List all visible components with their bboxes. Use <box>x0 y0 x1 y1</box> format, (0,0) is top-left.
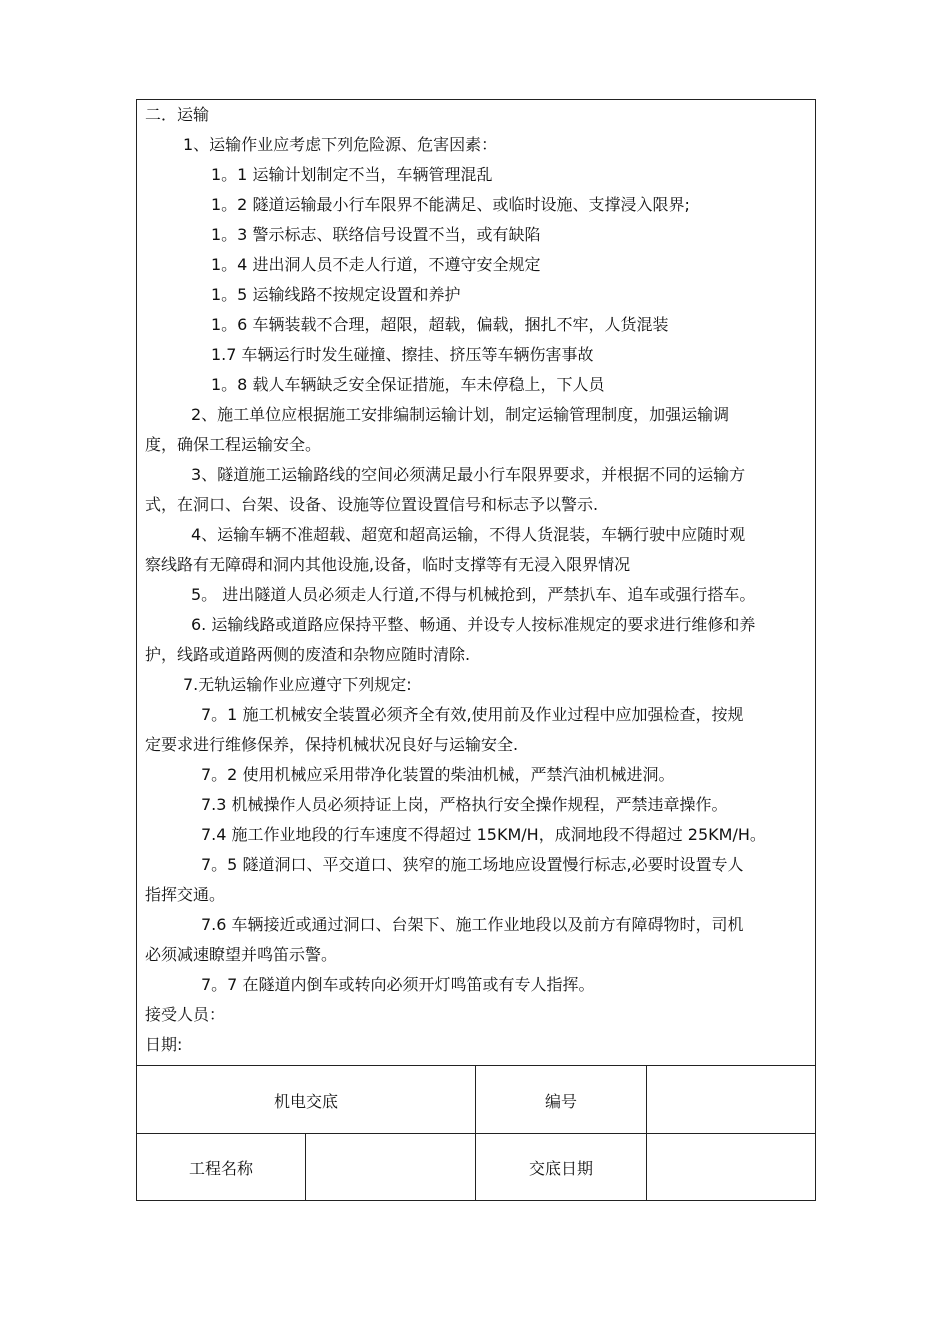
text-line: 7.6 车辆接近或通过洞口、台架下、施工作业地段以及前方有障碍物时，司机 <box>201 915 744 934</box>
text-line: 7。2 使用机械应采用带净化装置的柴油机械，严禁汽油机械进洞。 <box>201 765 675 784</box>
text-line: 7.4 施工作业地段的行车速度不得超过 15KM/H，成洞地段不得超过 25KM/H。 <box>201 825 766 844</box>
text-line: 指挥交通。 <box>145 885 226 904</box>
text-line: 1。8 载人车辆缺乏安全保证措施，车未停稳上，下人员 <box>211 375 605 394</box>
text-line: 护，线路或道路两侧的废渣和杂物应随时清除. <box>145 645 471 664</box>
text-line: 4、运输车辆不准超载、超宽和超高运输，不得人货混装，车辆行驶中应随时观 <box>191 525 746 544</box>
date-value-cell[interactable] <box>647 1134 815 1200</box>
text-line: 7。1 施工机械安全装置必须齐全有效,使用前及作业过程中应加强检查，按规 <box>201 705 744 724</box>
number-label-cell <box>476 1066 647 1134</box>
text-line: 必须减速瞭望并鸣笛示警。 <box>145 945 338 964</box>
briefing-content <box>137 100 815 1066</box>
text-line: 7。5 隧道洞口、平交道口、狭窄的施工场地应设置慢行标志,必要时设置专人 <box>201 855 744 874</box>
project-value-cell[interactable] <box>306 1134 476 1200</box>
text-line: 定要求进行维修保养，保持机械状况良好与运输安全. <box>145 735 519 754</box>
text-line: 1。1 运输计划制定不当，车辆管理混乱 <box>211 165 493 184</box>
briefing-title: 机电交底 <box>273 1091 338 1111</box>
project-label-cell <box>137 1134 306 1200</box>
project-label: 工程名称 <box>188 1158 253 1178</box>
number-label: 编号 <box>544 1091 577 1111</box>
document-frame <box>136 99 816 1201</box>
text-line: 7。7 在隧道内倒车或转向必须开灯鸣笛或有专人指挥。 <box>201 975 595 994</box>
text-line: 5。 进出隧道人员必须走人行道,不得与机械抢到，严禁扒车、追车或强行搭车。 <box>191 585 756 604</box>
text-line: 式，在洞口、台架、设备、设施等位置设置信号和标志予以警示. <box>145 495 599 514</box>
text-line: 度，确保工程运输安全。 <box>145 435 322 454</box>
text-line: 1。2 隧道运输最小行车限界不能满足、或临时设施、支撑浸入限界; <box>211 195 690 214</box>
text-line: 6. 运输线路或道路应保持平整、畅通、并设专人按标准规定的要求进行维修和养 <box>191 615 756 634</box>
text-line: 7.无轨运输作业应遵守下列规定: <box>183 675 412 694</box>
date-label: 日期: <box>145 1035 183 1054</box>
text-line: 7.3 机械操作人员必须持证上岗，严格执行安全操作规程，严禁违章操作。 <box>201 795 728 814</box>
text-line: 1。5 运输线路不按规定设置和养护 <box>211 285 461 304</box>
receiver-label: 接受人员： <box>145 1005 226 1024</box>
briefing-date-label: 交底日期 <box>528 1158 593 1178</box>
text-line: 3、隧道施工运输路线的空间必须满足最小行车限界要求，并根据不同的运输方 <box>191 465 746 484</box>
text-line: 1。6 车辆装载不合理，超限，超载，偏载，捆扎不牢，人货混装 <box>211 315 669 334</box>
text-line: 2、施工单位应根据施工安排编制运输计划，制定运输管理制度，加强运输调 <box>191 405 730 424</box>
text-line: 1。3 警示标志、联络信号设置不当，或有缺陷 <box>211 225 541 244</box>
section-heading: 二．运输 <box>145 105 210 124</box>
text-line: 察线路有无障碍和洞内其他设施,设备，临时支撑等有无浸入限界情况 <box>145 555 631 574</box>
title-cell <box>137 1066 476 1134</box>
number-value-cell[interactable] <box>647 1066 815 1134</box>
date-label-cell <box>476 1134 647 1200</box>
text-line: 1、运输作业应考虑下列危险源、危害因素： <box>183 135 498 154</box>
text-line: 1.7 车辆运行时发生碰撞、擦挂、挤压等车辆伤害事故 <box>211 345 594 364</box>
text-line: 1。4 进出洞人员不走人行道，不遵守安全规定 <box>211 255 541 274</box>
